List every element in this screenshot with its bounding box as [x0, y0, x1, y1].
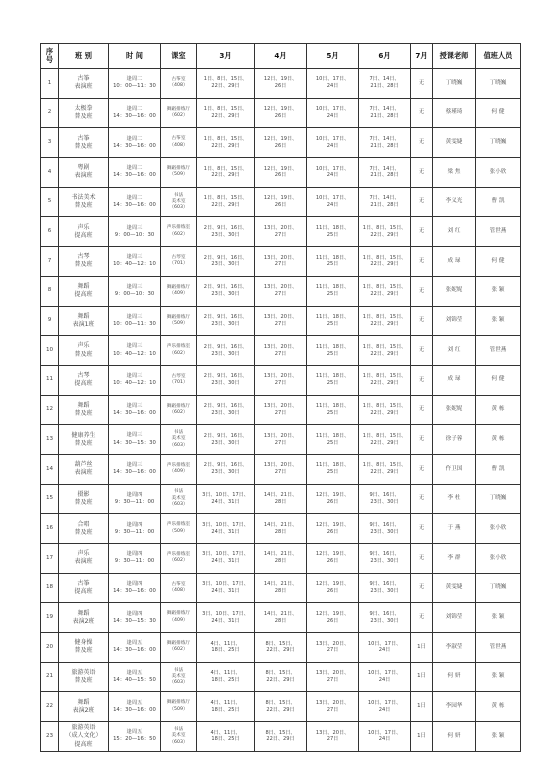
- row-number: 14: [41, 454, 59, 484]
- class-name: 旅游英语 普及班: [59, 662, 109, 692]
- classroom: 古筝室 （408）: [161, 573, 197, 603]
- table-row: [41, 425, 521, 455]
- april-dates: 14日、21日、 28日: [255, 514, 307, 544]
- may-dates: 11日、18日、 25日: [307, 217, 359, 247]
- teacher-name: 梁 焦: [433, 158, 476, 188]
- duty-staff: 何 健: [476, 247, 521, 277]
- duty-staff: 曹 凯: [476, 187, 521, 217]
- may-dates: 11日、18日、 25日: [307, 425, 359, 455]
- table-row: [41, 454, 521, 484]
- june-dates: 10日、17日、 24日: [359, 692, 411, 722]
- may-dates: 13日、20日、 27日: [307, 633, 359, 663]
- march-dates: 2日、9日、16日、 23日、30日: [197, 425, 255, 455]
- header-row: [41, 44, 521, 69]
- june-dates: 7日、14日、 21日、28日: [359, 69, 411, 99]
- header-teacher: 授课老师: [433, 44, 476, 69]
- april-dates: 12日、19日、 26日: [255, 128, 307, 158]
- teacher-name: 张妮妮: [433, 276, 476, 306]
- duty-staff: 黄 栋: [476, 692, 521, 722]
- teacher-name: 于 燕: [433, 514, 476, 544]
- july-dates: 无: [411, 425, 433, 455]
- classroom: 书法 美术室 （603）: [161, 722, 197, 752]
- june-dates: 7日、14日、 21日、28日: [359, 128, 411, 158]
- april-dates: 13日、20日、 27日: [255, 306, 307, 336]
- table-row: [41, 158, 521, 188]
- march-dates: 2日、9日、16日、 23日、30日: [197, 247, 255, 277]
- header-class: 班 别: [59, 44, 109, 69]
- classroom: 舞蹈排练厅 （509）: [161, 692, 197, 722]
- classroom: 书法 美术室 （603）: [161, 425, 197, 455]
- header-june: 6月: [359, 44, 411, 69]
- header-time: 时 间: [109, 44, 161, 69]
- july-dates: 无: [411, 514, 433, 544]
- row-number: 22: [41, 692, 59, 722]
- may-dates: 10日、17日、 24日: [307, 98, 359, 128]
- table-row: [41, 217, 521, 247]
- class-time: 逢周二 14：30—16：00: [109, 98, 161, 128]
- may-dates: 13日、20日、 27日: [307, 692, 359, 722]
- july-dates: 无: [411, 187, 433, 217]
- class-name: 健身操 普及班: [59, 633, 109, 663]
- classroom: 舞蹈排练厅 （409）: [161, 603, 197, 633]
- header-july: 7月: [411, 44, 433, 69]
- class-name: 葫芦丝 表演班: [59, 454, 109, 484]
- row-number: 6: [41, 217, 59, 247]
- class-time: 逢周五 14：30—16：00: [109, 692, 161, 722]
- april-dates: 14日、21日、 28日: [255, 484, 307, 514]
- class-name: 太极拳 普及班: [59, 98, 109, 128]
- class-name: 健康养生 普及班: [59, 425, 109, 455]
- class-time: 逢周三 14：30—16：00: [109, 454, 161, 484]
- class-name: 粤剧 表演班: [59, 158, 109, 188]
- classroom: 舞蹈排练厅 （409）: [161, 276, 197, 306]
- duty-staff: 黄 栋: [476, 425, 521, 455]
- teacher-name: 何 妍: [433, 722, 476, 752]
- april-dates: 13日、20日、 27日: [255, 454, 307, 484]
- duty-staff: 管世燕: [476, 217, 521, 247]
- class-time: 逢周五 14：40—15：50: [109, 662, 161, 692]
- teacher-name: 刘 红: [433, 217, 476, 247]
- row-number: 21: [41, 662, 59, 692]
- duty-staff: 曹 凯: [476, 454, 521, 484]
- duty-staff: 丁晓巍: [476, 573, 521, 603]
- april-dates: 14日、21日、 28日: [255, 544, 307, 574]
- march-dates: 1日、8日、15日、 22日、29日: [197, 158, 255, 188]
- table-row: [41, 247, 521, 277]
- duty-staff: 张 颖: [476, 662, 521, 692]
- july-dates: 无: [411, 276, 433, 306]
- june-dates: 1日、8日、15日、 22日、29日: [359, 365, 411, 395]
- july-dates: 无: [411, 128, 433, 158]
- class-time: 逢周四 14：30—15：30: [109, 603, 161, 633]
- april-dates: 13日、20日、 27日: [255, 217, 307, 247]
- classroom: 舞蹈排练厅 （602）: [161, 395, 197, 425]
- june-dates: 7日、14日、 21日、28日: [359, 158, 411, 188]
- april-dates: 8日、15日、 22日、29日: [255, 692, 307, 722]
- july-dates: 无: [411, 544, 433, 574]
- march-dates: 2日、9日、16日、 23日、30日: [197, 454, 255, 484]
- june-dates: 1日、8日、15日、 22日、29日: [359, 395, 411, 425]
- table-row: [41, 276, 521, 306]
- classroom: 古琴室 （701）: [161, 247, 197, 277]
- march-dates: 2日、9日、16日、 23日、30日: [197, 276, 255, 306]
- teacher-name: 丁晓巍: [433, 69, 476, 99]
- classroom: 声乐排练室 （602）: [161, 544, 197, 574]
- july-dates: 1日: [411, 662, 433, 692]
- classroom: 书法 美术室 （603）: [161, 662, 197, 692]
- april-dates: 8日、15日、 22日、29日: [255, 662, 307, 692]
- teacher-name: 李园华: [433, 692, 476, 722]
- classroom: 古筝室 （408）: [161, 69, 197, 99]
- teacher-name: 黄雯婕: [433, 128, 476, 158]
- june-dates: 1日、8日、15日、 22日、29日: [359, 336, 411, 366]
- july-dates: 1日: [411, 692, 433, 722]
- class-name: 古筝 提高班: [59, 573, 109, 603]
- june-dates: 9日、16日、 23日、30日: [359, 573, 411, 603]
- table-row: [41, 187, 521, 217]
- march-dates: 3日、10日、17日、 24日、31日: [197, 514, 255, 544]
- july-dates: 无: [411, 365, 433, 395]
- june-dates: 9日、16日、 23日、30日: [359, 484, 411, 514]
- teacher-name: 刘锦莹: [433, 306, 476, 336]
- row-number: 8: [41, 276, 59, 306]
- june-dates: 7日、14日、 21日、28日: [359, 187, 411, 217]
- march-dates: 2日、9日、16日、 23日、30日: [197, 217, 255, 247]
- duty-staff: 张 颖: [476, 603, 521, 633]
- row-number: 16: [41, 514, 59, 544]
- june-dates: 9日、16日、 23日、30日: [359, 544, 411, 574]
- class-time: 逢周二 10：00—11：30: [109, 69, 161, 99]
- april-dates: 13日、20日、 27日: [255, 247, 307, 277]
- march-dates: 3日、10日、17日、 24日、31日: [197, 484, 255, 514]
- table-row: [41, 336, 521, 366]
- teacher-name: 成 琭: [433, 365, 476, 395]
- class-time: 逢周三 10：40—12：10: [109, 336, 161, 366]
- table-row: [41, 128, 521, 158]
- april-dates: 13日、20日、 27日: [255, 365, 307, 395]
- teacher-name: 李淑莹: [433, 633, 476, 663]
- may-dates: 11日、18日、 25日: [307, 365, 359, 395]
- table-row: [41, 514, 521, 544]
- table-row: [41, 395, 521, 425]
- table-row: [41, 544, 521, 574]
- teacher-name: 徐子蓉: [433, 425, 476, 455]
- april-dates: 13日、20日、 27日: [255, 395, 307, 425]
- duty-staff: 何 健: [476, 98, 521, 128]
- teacher-name: 刘锦莹: [433, 603, 476, 633]
- teacher-name: 李 杜: [433, 484, 476, 514]
- teacher-name: 张妮妮: [433, 395, 476, 425]
- class-name: 古琴 普及班: [59, 247, 109, 277]
- table-row: [41, 573, 521, 603]
- row-number: 17: [41, 544, 59, 574]
- april-dates: 12日、19日、 26日: [255, 98, 307, 128]
- class-time: 逢周二 14：30—16：00: [109, 187, 161, 217]
- teacher-name: 刘 红: [433, 336, 476, 366]
- row-number: 12: [41, 395, 59, 425]
- class-name: 声乐 表演班: [59, 544, 109, 574]
- table-row: [41, 69, 521, 99]
- table-row: [41, 722, 521, 752]
- row-number: 10: [41, 336, 59, 366]
- classroom: 舞蹈排练厅 （602）: [161, 633, 197, 663]
- teacher-name: 仵卫国: [433, 454, 476, 484]
- april-dates: 14日、21日、 28日: [255, 603, 307, 633]
- class-name: 书法美术 普及班: [59, 187, 109, 217]
- duty-staff: 张小欣: [476, 544, 521, 574]
- class-time: 逢周二 14：30—16：00: [109, 128, 161, 158]
- class-name: 声乐 提高班: [59, 217, 109, 247]
- july-dates: 无: [411, 98, 433, 128]
- class-time: 逢周四 9：30—11：00: [109, 544, 161, 574]
- march-dates: 3日、10日、17日、 24日、31日: [197, 603, 255, 633]
- march-dates: 1日、8日、15日、 22日、29日: [197, 98, 255, 128]
- duty-staff: 管世燕: [476, 633, 521, 663]
- row-number: 18: [41, 573, 59, 603]
- table-row: [41, 692, 521, 722]
- june-dates: 9日、16日、 23日、30日: [359, 514, 411, 544]
- july-dates: 无: [411, 158, 433, 188]
- schedule-sheet: [40, 43, 520, 752]
- table-row: [41, 662, 521, 692]
- class-name: 合唱 普及班: [59, 514, 109, 544]
- class-name: 舞蹈 表演2班: [59, 692, 109, 722]
- header-april: 4月: [255, 44, 307, 69]
- class-name: 摄影 普及班: [59, 484, 109, 514]
- schedule-table: [40, 43, 521, 752]
- march-dates: 2日、9日、16日、 23日、30日: [197, 365, 255, 395]
- row-number: 7: [41, 247, 59, 277]
- classroom: 舞蹈排练厅 （509）: [161, 306, 197, 336]
- july-dates: 无: [411, 306, 433, 336]
- duty-staff: 张 颖: [476, 306, 521, 336]
- march-dates: 4日、11日、 18日、25日: [197, 633, 255, 663]
- june-dates: 1日、8日、15日、 22日、29日: [359, 247, 411, 277]
- teacher-name: 李 群: [433, 544, 476, 574]
- class-time: 逢周四 9：30—11：00: [109, 484, 161, 514]
- table-row: [41, 603, 521, 633]
- march-dates: 3日、10日、17日、 24日、31日: [197, 544, 255, 574]
- class-time: 逢周三 14：30—16：00: [109, 395, 161, 425]
- july-dates: 无: [411, 247, 433, 277]
- may-dates: 11日、18日、 25日: [307, 336, 359, 366]
- row-number: 23: [41, 722, 59, 752]
- may-dates: 10日、17日、 24日: [307, 128, 359, 158]
- march-dates: 3日、10日、17日、 24日、31日: [197, 573, 255, 603]
- july-dates: 1日: [411, 722, 433, 752]
- duty-staff: 张小欣: [476, 514, 521, 544]
- class-name: 舞蹈 普及班: [59, 395, 109, 425]
- class-name: 旅游英语 （成人文化） 提高班: [59, 722, 109, 752]
- row-number: 1: [41, 69, 59, 99]
- classroom: 舞蹈排练厅 （509）: [161, 158, 197, 188]
- row-number: 9: [41, 306, 59, 336]
- classroom: 声乐排练室 （602）: [161, 217, 197, 247]
- duty-staff: 张 颖: [476, 276, 521, 306]
- duty-staff: 丁晓巍: [476, 484, 521, 514]
- march-dates: 2日、9日、16日、 23日、30日: [197, 306, 255, 336]
- class-name: 舞蹈 提高班: [59, 276, 109, 306]
- class-name: 舞蹈 表演1班: [59, 306, 109, 336]
- march-dates: 4日、11日、 18日、25日: [197, 692, 255, 722]
- class-name: 声乐 普及班: [59, 336, 109, 366]
- duty-staff: 何 健: [476, 365, 521, 395]
- april-dates: 14日、21日、 28日: [255, 573, 307, 603]
- may-dates: 12日、19日、 26日: [307, 514, 359, 544]
- row-number: 13: [41, 425, 59, 455]
- class-time: 逢周五 15：20—16：50: [109, 722, 161, 752]
- april-dates: 12日、19日、 26日: [255, 187, 307, 217]
- may-dates: 12日、19日、 26日: [307, 603, 359, 633]
- row-number: 11: [41, 365, 59, 395]
- april-dates: 8日、15日、 22日、29日: [255, 633, 307, 663]
- may-dates: 11日、18日、 25日: [307, 276, 359, 306]
- teacher-name: 蔡瑾琦: [433, 98, 476, 128]
- table-body: [41, 69, 521, 752]
- july-dates: 无: [411, 217, 433, 247]
- april-dates: 13日、20日、 27日: [255, 276, 307, 306]
- class-time: 逢周三 10：40—12：10: [109, 247, 161, 277]
- classroom: 古琴室 （701）: [161, 365, 197, 395]
- classroom: 声乐排练室 （409）: [161, 454, 197, 484]
- duty-staff: 丁晓巍: [476, 69, 521, 99]
- class-time: 逢周二 14：30—16：00: [109, 158, 161, 188]
- class-name: 古筝 普及班: [59, 128, 109, 158]
- march-dates: 1日、8日、15日、 22日、29日: [197, 69, 255, 99]
- june-dates: 1日、8日、15日、 22日、29日: [359, 425, 411, 455]
- table-row: [41, 633, 521, 663]
- may-dates: 13日、20日、 27日: [307, 662, 359, 692]
- march-dates: 2日、9日、16日、 23日、30日: [197, 395, 255, 425]
- march-dates: 2日、9日、16日、 23日、30日: [197, 336, 255, 366]
- june-dates: 1日、8日、15日、 22日、29日: [359, 454, 411, 484]
- row-number: 2: [41, 98, 59, 128]
- march-dates: 4日、11日、 18日、25日: [197, 662, 255, 692]
- july-dates: 无: [411, 573, 433, 603]
- classroom: 声乐排练室 （602）: [161, 336, 197, 366]
- teacher-name: 成 琭: [433, 247, 476, 277]
- july-dates: 无: [411, 69, 433, 99]
- may-dates: 11日、18日、 25日: [307, 247, 359, 277]
- may-dates: 11日、18日、 25日: [307, 454, 359, 484]
- class-name: 古琴 提高班: [59, 365, 109, 395]
- march-dates: 1日、8日、15日、 22日、29日: [197, 128, 255, 158]
- class-name: 舞蹈 表演2班: [59, 603, 109, 633]
- march-dates: 4日、11日、 18日、25日: [197, 722, 255, 752]
- june-dates: 1日、8日、15日、 22日、29日: [359, 217, 411, 247]
- june-dates: 1日、8日、15日、 22日、29日: [359, 306, 411, 336]
- june-dates: 9日、16日、 23日、30日: [359, 603, 411, 633]
- april-dates: 13日、20日、 27日: [255, 336, 307, 366]
- class-time: 逢周三 9：00—10：30: [109, 276, 161, 306]
- june-dates: 7日、14日、 21日、28日: [359, 98, 411, 128]
- header-may: 5月: [307, 44, 359, 69]
- july-dates: 1日: [411, 633, 433, 663]
- row-number: 19: [41, 603, 59, 633]
- may-dates: 13日、20日、 27日: [307, 722, 359, 752]
- may-dates: 11日、18日、 25日: [307, 395, 359, 425]
- row-number: 5: [41, 187, 59, 217]
- teacher-name: 黄雯婕: [433, 573, 476, 603]
- row-number: 15: [41, 484, 59, 514]
- may-dates: 12日、19日、 26日: [307, 484, 359, 514]
- row-number: 20: [41, 633, 59, 663]
- june-dates: 10日、17日、 24日: [359, 662, 411, 692]
- may-dates: 12日、19日、 26日: [307, 544, 359, 574]
- april-dates: 12日、19日、 26日: [255, 69, 307, 99]
- june-dates: 10日、17日、 24日: [359, 722, 411, 752]
- duty-staff: 管世燕: [476, 336, 521, 366]
- header-room: 课室: [161, 44, 197, 69]
- duty-staff: 丁晓巍: [476, 128, 521, 158]
- duty-staff: 张 颖: [476, 722, 521, 752]
- class-time: 逢周五 14：30—16：00: [109, 633, 161, 663]
- may-dates: 10日、17日、 24日: [307, 69, 359, 99]
- classroom: 古筝室 （408）: [161, 128, 197, 158]
- may-dates: 11日、18日、 25日: [307, 306, 359, 336]
- header-march: 3月: [197, 44, 255, 69]
- class-time: 逢周三 14：30—15：30: [109, 425, 161, 455]
- classroom: 声乐排练室 （509）: [161, 514, 197, 544]
- classroom: 书法 美术室 （603）: [161, 484, 197, 514]
- table-row: [41, 365, 521, 395]
- april-dates: 13日、20日、 27日: [255, 425, 307, 455]
- may-dates: 10日、17日、 24日: [307, 158, 359, 188]
- row-number: 4: [41, 158, 59, 188]
- class-name: 古筝 表演班: [59, 69, 109, 99]
- header-duty-staff: 值班人员: [476, 44, 521, 69]
- class-time: 逢周三 9：00—10：30: [109, 217, 161, 247]
- june-dates: 10日、17日、 24日: [359, 633, 411, 663]
- april-dates: 8日、15日、 22日、29日: [255, 722, 307, 752]
- april-dates: 12日、19日、 26日: [255, 158, 307, 188]
- duty-staff: 张小欣: [476, 158, 521, 188]
- class-time: 逢周三 10：40—12：10: [109, 365, 161, 395]
- teacher-name: 何 妍: [433, 662, 476, 692]
- duty-staff: 黄 栋: [476, 395, 521, 425]
- july-dates: 无: [411, 336, 433, 366]
- header-number: 序 号: [41, 44, 59, 69]
- table-row: [41, 484, 521, 514]
- classroom: 书法 美术室 （603）: [161, 187, 197, 217]
- june-dates: 1日、8日、15日、 22日、29日: [359, 276, 411, 306]
- table-row: [41, 306, 521, 336]
- july-dates: 无: [411, 603, 433, 633]
- class-time: 逢周三 10：00—11：30: [109, 306, 161, 336]
- teacher-name: 李义光: [433, 187, 476, 217]
- may-dates: 10日、17日、 24日: [307, 187, 359, 217]
- classroom: 舞蹈排练厅 （602）: [161, 98, 197, 128]
- table-row: [41, 98, 521, 128]
- march-dates: 1日、8日、15日、 22日、29日: [197, 187, 255, 217]
- july-dates: 无: [411, 395, 433, 425]
- may-dates: 12日、19日、 26日: [307, 573, 359, 603]
- july-dates: 无: [411, 484, 433, 514]
- class-time: 逢周四 9：30—11：00: [109, 514, 161, 544]
- row-number: 3: [41, 128, 59, 158]
- class-time: 逢周四 14：30—16：00: [109, 573, 161, 603]
- july-dates: 无: [411, 454, 433, 484]
